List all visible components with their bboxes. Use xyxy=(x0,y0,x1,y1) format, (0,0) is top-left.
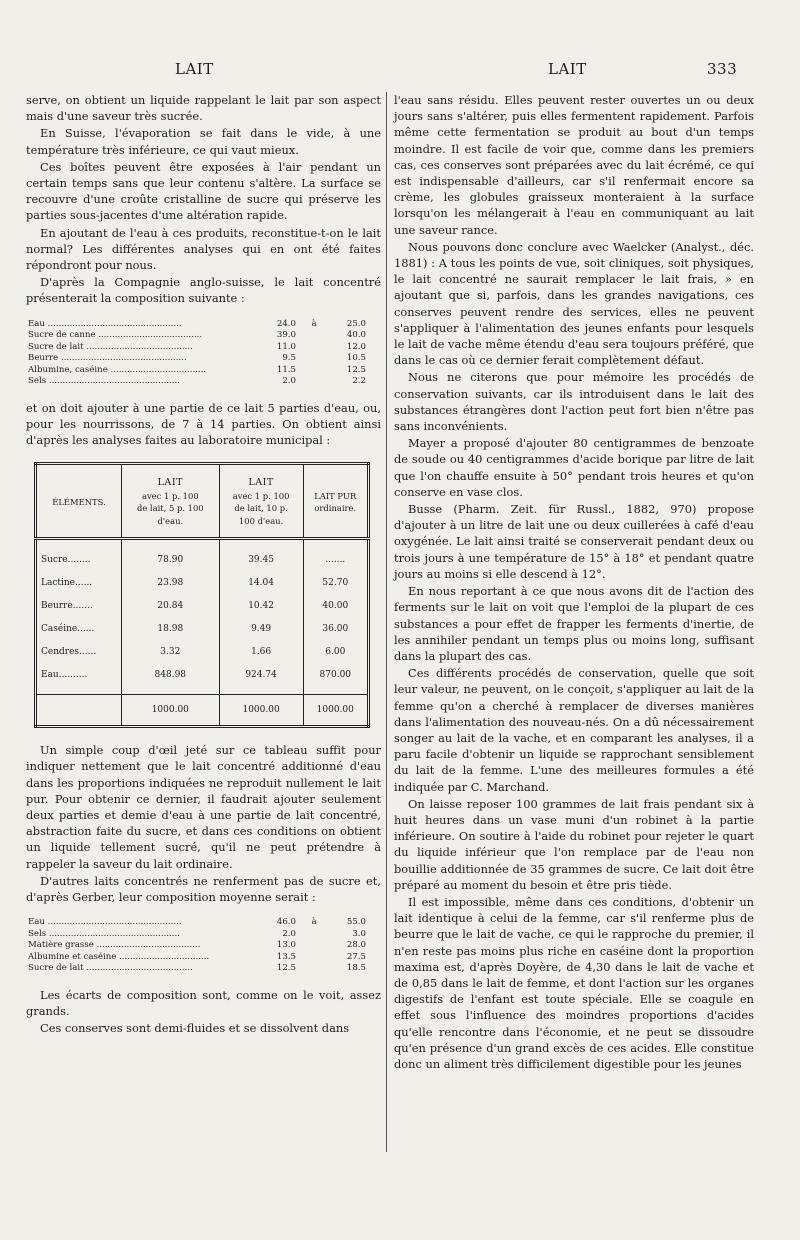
row-label: Beurre....... xyxy=(36,594,122,617)
value-max: 25.0 xyxy=(346,318,366,329)
paragraph: l'eau sans résidu. Elles peuvent rester ouvertes un ou deux jours sans s'altérer, puis elles fermentent rapidement. Parfois même cette fermentation se produit au bout d'un temps moindre. Il est facile de voir que, comme dans les premiers cas, ces conserves sont préparées avec du lait écrémé, ce qui est indispensable d'ailleurs, car s'il renfermait encore sa crème, les globules graisseux monteraient à la surface lorsqu'on les mélangerait à l'eau en communiquant au lait une saveur rance. xyxy=(394,93,754,237)
composition-row xyxy=(28,963,381,975)
value-max: 40.0 xyxy=(346,330,366,341)
column-header-elements: ÉLÉMENTS. xyxy=(36,464,122,539)
table-header-row xyxy=(36,464,369,539)
running-head-left: LAIT xyxy=(175,60,214,78)
range-separator xyxy=(296,940,332,952)
value-max: 18.5 xyxy=(346,963,366,974)
cell: ....... xyxy=(325,554,346,565)
range-separator xyxy=(296,952,332,964)
row-label: Sucre........ xyxy=(36,539,122,572)
paragraph: serve, on obtient un liquide rappelant le lait par son aspect mais d'une saveur très sucrée. xyxy=(26,93,381,124)
component-name: Sels ................................................ xyxy=(28,928,180,939)
cell: 20.84 xyxy=(122,594,220,617)
value-max: 12.5 xyxy=(346,364,366,375)
table-row xyxy=(36,617,369,640)
paragraph: Un simple coup d'œil jeté sur ce tableau suffit pour indiquer nettement que le lait concentré additionné d'eau dans les proportions indiquées ne reproduit nullement le lait pur. Pour obtenir ce dernier, il faudrait ajouter seulement deux parties et demie d'eau à une partie de lait concentré, abstraction faite du sucre, et dans ces conditions on obtient un liquide tellement sucré, qu'il ne peut prétendre à rappeler la saveur du lait ordinaire. xyxy=(26,743,381,871)
cell: 9.49 xyxy=(219,617,303,640)
value-max: 12.0 xyxy=(346,341,366,352)
composition-row xyxy=(28,330,381,342)
value-max: 55.0 xyxy=(346,917,366,928)
column-header-lait-5: LAIT avec 1 p. 100 de lait, 5 p. 100 d'eau. xyxy=(122,464,220,539)
total-cell: 1000.00 xyxy=(303,695,368,727)
left-column xyxy=(26,92,381,1037)
paragraph: Les écarts de composition sont, comme on le voit, assez grands. xyxy=(26,987,381,1018)
component-name: Sucre de canne ...................................... xyxy=(28,330,203,341)
composition-list-gerber xyxy=(28,917,381,975)
range-separator xyxy=(296,929,332,941)
row-label xyxy=(36,695,122,727)
table-row xyxy=(36,571,369,594)
value-min: 2.0 xyxy=(282,376,296,387)
composition-row xyxy=(28,353,381,365)
value-min: 24.0 xyxy=(276,318,296,329)
paragraph: Nous ne citerons que pour mémoire les procédés de conservation suivants, car ils introduisent dans le lait des substances étrangères dont l'action peut fort bien n'être pas sans inconvénients. xyxy=(394,370,754,434)
paragraph: Mayer a proposé d'ajouter 80 centigrammes de benzoate de soude ou 40 centigrammes d'acide borique par litre de lait que l'on chauffe ensuite à 50° pendant trois heures et qu'on conserve en vase clos. xyxy=(394,436,754,499)
cell: 3.32 xyxy=(122,640,220,663)
cell: 870.00 xyxy=(319,669,352,680)
value-max: 28.0 xyxy=(346,940,366,951)
cell: 18.98 xyxy=(122,617,220,640)
composition-row xyxy=(28,342,381,354)
paragraph: En ajoutant de l'eau à ces produits, reconstitue-t-on le lait normal? Les différentes analyses qui en ont été faites répondront pour nous. xyxy=(26,225,381,273)
range-separator xyxy=(296,365,332,377)
paragraph: Ces différents procédés de conservation, quelle que soit leur valeur, ne peuvent, on le conçoit, s'appliquer au lait de la femme qu'on a cherché à remplacer de diverses manières dans l'alimentation des nouveau-nés. On a dû nécessairement songer au lait de la vache, et en comparant les analyses, il a paru facile d'obtenir un liquide se rapprochant sensiblement du lait de la femme. L'une des meilleures formules a été indiquée par C. Marchand. xyxy=(394,666,754,794)
range-separator xyxy=(296,963,332,975)
cell: 40.00 xyxy=(322,600,349,611)
range-separator: à xyxy=(311,318,317,329)
column-header-lait-pur: LAIT PUR ordinaire. xyxy=(303,464,368,539)
total-cell: 1000.00 xyxy=(122,695,220,727)
column-divider xyxy=(386,92,387,1152)
page-number: 333 xyxy=(707,60,738,78)
range-separator: à xyxy=(311,917,317,928)
right-column xyxy=(394,92,754,1073)
value-max: 27.5 xyxy=(346,951,366,962)
component-name: Beurre .............................................. xyxy=(28,353,187,364)
row-label: Lactine...... xyxy=(36,571,122,594)
value-max: 10.5 xyxy=(346,353,366,364)
table-row xyxy=(36,640,369,663)
paragraph: D'autres laits concentrés ne renferment pas de sucre et, d'après Gerber, leur composition moyenne serait : xyxy=(26,873,381,905)
cell: 52.70 xyxy=(322,577,349,588)
composition-row xyxy=(28,917,381,929)
cell: 78.90 xyxy=(122,539,220,572)
value-min: 11.5 xyxy=(276,364,296,375)
cell: 23.98 xyxy=(122,571,220,594)
component-name: Albumine, caséine ................................... xyxy=(28,364,207,375)
paragraph: D'après la Compagnie anglo-suisse, le lait concentré présenterait la composition suivante : xyxy=(26,275,381,306)
composition-row xyxy=(28,940,381,952)
component-name: Eau ................................................. xyxy=(28,917,182,928)
page-header xyxy=(0,60,800,80)
component-name: Sels ................................................ xyxy=(28,376,180,387)
paragraph: Busse (Pharm. Zeit. für Russl., 1882, 970) propose d'ajouter à un litre de lait une ou deux cuillerées à café d'eau oxygénée. Le lait ainsi traité se conserverait pendant deux ou trois jours à une température de 15° à 18° et pendant quatre jours au moins si elle descend à 12°. xyxy=(394,502,754,581)
range-separator xyxy=(296,342,332,354)
value-max: 2.2 xyxy=(352,376,366,387)
cell: 1.66 xyxy=(219,640,303,663)
cell: 848.98 xyxy=(122,663,220,695)
paragraph: Il est impossible, même dans ces conditions, d'obtenir un lait identique à celui de la femme, car s'il renferme plus de beurre que le lait de vache, ce qui le rapproche du premier, il n'en reste pas moins plus riche en caséine dont la proportion maxima est, d'après Doyère, de 4,30 dans le lait de vache et de 0,85 dans le lait de femme, et dont l'action sur les organes digestifs de l'enfant est toute spéciale. Elle se coagule en effet sous l'influence des moindres proportions d'acides qu'elle rencontre dans l'économie, et ne peut se dissoudre qu'en présence d'un grand excès de ces acides. Elle constitue donc un aliment très difficilement digestible pour les jeunes xyxy=(394,894,754,1071)
value-min: 12.5 xyxy=(276,963,296,974)
value-min: 13.5 xyxy=(276,951,296,962)
row-label: Caséine...... xyxy=(36,617,122,640)
component-name: Albumine et caséine ................................. xyxy=(28,951,210,962)
table-row xyxy=(36,539,369,572)
table-row xyxy=(36,594,369,617)
composition-row xyxy=(28,365,381,377)
running-head-center: LAIT xyxy=(548,60,587,78)
value-min: 13.0 xyxy=(276,940,296,951)
composition-row xyxy=(28,952,381,964)
paragraph: Ces conserves sont demi-fluides et se dissolvent dans xyxy=(40,1021,350,1036)
table-total-row xyxy=(36,695,369,727)
paragraph: En Suisse, l'évaporation se fait dans le vide, à une température très inférieure, ce qui vaut mieux. xyxy=(26,126,381,157)
composition-list-anglo-swiss xyxy=(28,319,381,388)
value-min: 39.0 xyxy=(276,330,296,341)
value-min: 11.0 xyxy=(276,341,296,352)
composition-row xyxy=(28,319,381,331)
cell: 39.45 xyxy=(219,539,303,572)
cell: 6.00 xyxy=(325,646,346,657)
row-label: Eau.......... xyxy=(36,663,122,695)
range-separator xyxy=(296,330,332,342)
value-max: 3.0 xyxy=(352,928,366,939)
cell: 14.04 xyxy=(219,571,303,594)
cell: 924.74 xyxy=(219,663,303,695)
paragraph: En nous reportant à ce que nous avons dit de l'action des ferments sur le lait on voit que l'emploi de la plupart de ces substances a pour effet de frapper les ferments d'inertie, de les annihiler pendant un temps plus ou moins long, suffisant dans la plupart des cas. xyxy=(394,584,754,663)
column-header-lait-10: LAIT avec 1 p. 100 de lait, 10 p. 100 d'eau. xyxy=(219,464,303,539)
cell: 36.00 xyxy=(322,623,349,634)
range-separator xyxy=(296,376,332,388)
composition-row xyxy=(28,376,381,388)
row-label: Cendres...... xyxy=(36,640,122,663)
paragraph: et on doit ajouter à une partie de ce lait 5 parties d'eau, ou, pour les nourrissons, de 7 à 14 parties. On obtient ainsi d'après les analyses faites au laboratoire municipal : xyxy=(26,400,381,448)
range-separator xyxy=(296,353,332,365)
value-min: 46.0 xyxy=(276,917,296,928)
value-min: 9.5 xyxy=(282,353,296,364)
component-name: Eau ................................................. xyxy=(28,318,182,329)
component-name: Matière grasse ...................................... xyxy=(28,940,201,951)
component-name: Sucre de lait ....................................... xyxy=(28,963,193,974)
table-row xyxy=(36,663,369,695)
paragraph: On laisse reposer 100 grammes de lait frais pendant six à huit heures dans un vase muni d'un robinet à la partie inférieure. On soutire à l'aide du robinet pour rejeter le quart du liquide inférieur que l'on remplace par de l'eau non bouillie additionnée de 35 grammes de sucre. Ce lait doit être préparé au moment du besoin et être pris tiède. xyxy=(394,796,754,892)
value-min: 2.0 xyxy=(282,928,296,939)
paragraph: Ces boîtes peuvent être exposées à l'air pendant un certain temps sans que leur contenu s'altère. La surface se recouvre d'une croûte cristalline de sucre qui préserve les parties sous-jacentes d'une altération rapide. xyxy=(26,159,381,223)
paragraph: Nous pouvons donc conclure avec Waelcker (Analyst., déc. 1881) : A tous les points de vue, soit cliniques, soit physiques, le lait concentré ne saurait remplacer le lait frais, » en ajoutant que si, parfois, dans les grandes navigations, ces conserves peuvent rendre des services, elles ne peuvent s'appliquer à l'alimentation des jeunes enfants pour lesquels le lait de vache même étendu d'eau sera toujours préféré, que dans le cas où ce dernier ferait complètement défaut. xyxy=(394,239,754,368)
cell: 10.42 xyxy=(219,594,303,617)
total-cell: 1000.00 xyxy=(219,695,303,727)
composition-row xyxy=(28,929,381,941)
analysis-table xyxy=(34,462,370,728)
component-name: Sucre de lait ....................................... xyxy=(28,341,193,352)
